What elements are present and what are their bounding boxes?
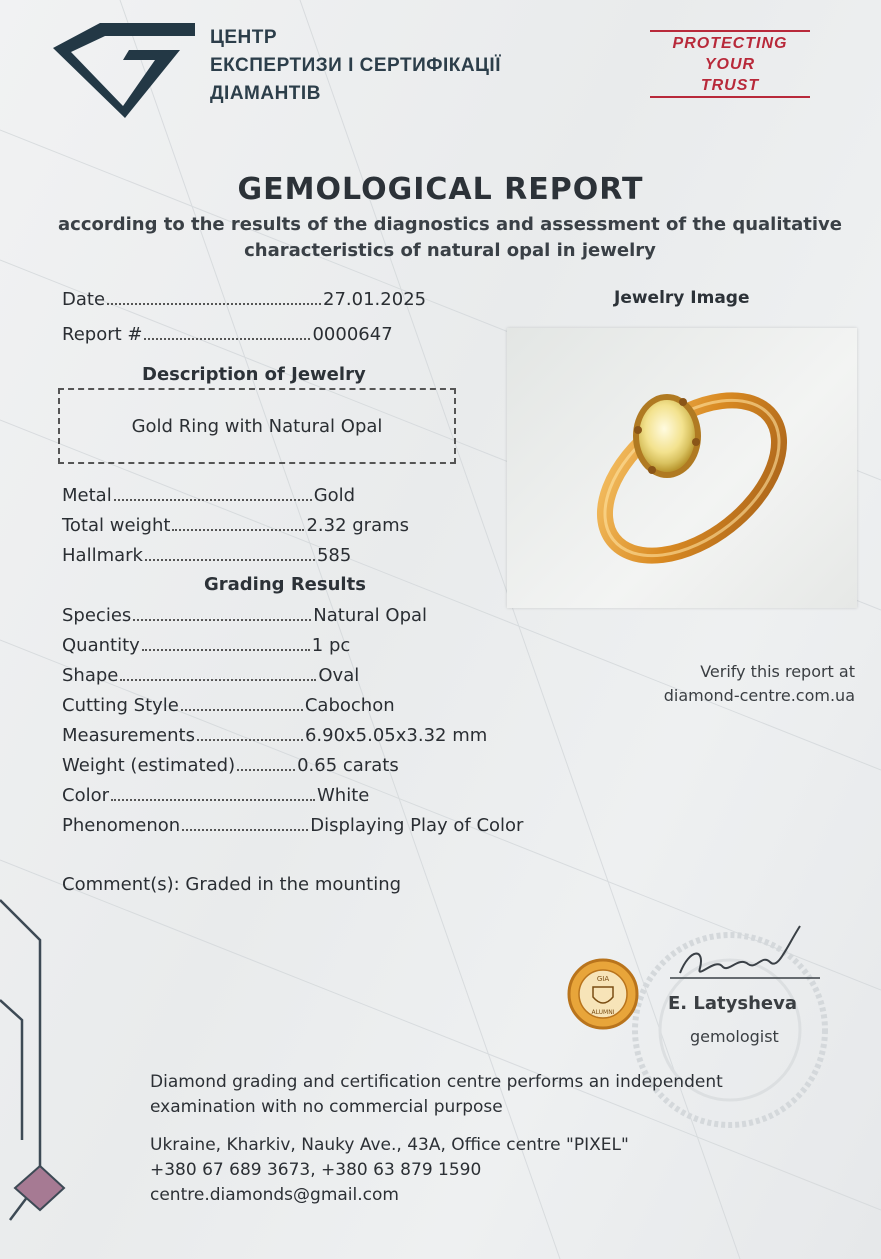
grading-row-color bbox=[62, 785, 369, 806]
leader-dots bbox=[144, 336, 310, 340]
disclaimer-line-1: Diamond grading and certification centre performs an independent bbox=[150, 1072, 723, 1092]
disclaimer-line-2: examination with no commercial purpose bbox=[150, 1097, 503, 1117]
field-row-total-weight bbox=[62, 515, 409, 536]
address: Ukraine, Kharkiv, Nauky Ave., 43A, Office centre "PIXEL" bbox=[150, 1135, 629, 1155]
field-value: Natural Opal bbox=[313, 605, 428, 626]
slogan-line-2: YOUR bbox=[704, 56, 756, 73]
field-value: Cabochon bbox=[304, 695, 395, 716]
field-value: White bbox=[317, 785, 370, 806]
verify-block bbox=[600, 660, 855, 708]
handwritten-signature-icon bbox=[660, 918, 830, 998]
field-label: Species bbox=[62, 605, 132, 626]
leader-dots bbox=[181, 707, 303, 711]
org-line-2: ЕКСПЕРТИЗИ І СЕРТИФІКАЦІЇ bbox=[210, 55, 501, 76]
field-label: Measurements bbox=[62, 725, 195, 746]
jewelry-photo-frame bbox=[507, 328, 857, 608]
disclaimer bbox=[150, 1070, 723, 1120]
date-row bbox=[62, 289, 426, 310]
leader-dots bbox=[133, 617, 311, 621]
leader-dots bbox=[145, 557, 315, 561]
subtitle-line-2: characteristics of natural opal in jewelry bbox=[244, 240, 656, 261]
report-title: GEMOLOGICAL REPORT bbox=[237, 172, 644, 207]
contact-block bbox=[150, 1133, 629, 1208]
grading-row-cutting-style bbox=[62, 695, 395, 716]
date-label: Date bbox=[62, 289, 106, 310]
verify-line-1: Verify this report at bbox=[700, 662, 855, 681]
company-logo-icon bbox=[45, 18, 205, 118]
signer-role: gemologist bbox=[690, 1027, 779, 1046]
field-value: Gold bbox=[313, 485, 356, 506]
field-label: Hallmark bbox=[62, 545, 143, 566]
organization-name bbox=[210, 24, 501, 108]
verify-url[interactable]: diamond-centre.com.ua bbox=[663, 686, 855, 705]
description-heading: Description of Jewelry bbox=[142, 364, 366, 385]
leader-dots bbox=[172, 527, 304, 531]
seal-bottom-text: ALUMNI bbox=[591, 1009, 615, 1016]
grading-row-shape bbox=[62, 665, 359, 686]
field-label: Quantity bbox=[62, 635, 140, 656]
description-text: Gold Ring with Natural Opal bbox=[131, 415, 383, 437]
field-label: Phenomenon bbox=[62, 815, 181, 836]
field-value: Displaying Play of Color bbox=[310, 815, 524, 836]
report-number-value: 0000647 bbox=[312, 324, 393, 345]
slogan bbox=[650, 30, 810, 98]
field-label: Cutting Style bbox=[62, 695, 179, 716]
field-label: Color bbox=[62, 785, 109, 806]
slogan-line-1: PROTECTING bbox=[650, 30, 810, 54]
subtitle-line-1: according to the results of the diagnostics and assessment of the qualitative bbox=[58, 214, 842, 235]
leader-dots bbox=[107, 301, 321, 305]
org-line-1: ЦЕНТР bbox=[210, 27, 278, 48]
field-label: Weight (estimated) bbox=[62, 755, 236, 776]
field-value: 6.90x5.05x3.32 mm bbox=[304, 725, 488, 746]
slogan-line-3: TRUST bbox=[650, 75, 810, 98]
grading-row-species bbox=[62, 605, 427, 626]
jewelry-image-heading: Jewelry Image bbox=[614, 288, 750, 308]
field-label: Shape bbox=[62, 665, 119, 686]
grading-heading: Grading Results bbox=[204, 574, 366, 595]
leader-dots bbox=[114, 497, 312, 501]
grading-row-weight bbox=[62, 755, 399, 776]
date-value: 27.01.2025 bbox=[323, 289, 427, 310]
phone-numbers[interactable]: +380 67 689 3673, +380 63 879 1590 bbox=[150, 1160, 482, 1180]
email[interactable]: centre.diamonds@gmail.com bbox=[150, 1185, 399, 1205]
org-line-3: ДІАМАНТІВ bbox=[210, 83, 321, 104]
seal-top-text: GIA bbox=[596, 975, 610, 983]
leader-dots bbox=[120, 677, 316, 681]
leader-dots bbox=[111, 797, 315, 801]
field-value: Oval bbox=[318, 665, 360, 686]
signer-name: E. Latysheva bbox=[668, 993, 797, 1014]
report-number-label: Report # bbox=[62, 324, 143, 345]
grading-row-quantity bbox=[62, 635, 350, 656]
field-row-hallmark bbox=[62, 545, 351, 566]
description-box bbox=[58, 388, 456, 464]
grading-row-phenomenon bbox=[62, 815, 523, 836]
leader-dots bbox=[182, 827, 308, 831]
report-subtitle bbox=[40, 212, 860, 264]
field-value: 585 bbox=[316, 545, 352, 566]
gia-alumni-seal-icon bbox=[566, 957, 640, 1031]
gold-ring-image bbox=[507, 328, 857, 608]
field-label: Total weight bbox=[62, 515, 171, 536]
leader-dots bbox=[197, 737, 303, 741]
comment: Comment(s): Graded in the mounting bbox=[62, 874, 402, 895]
leader-dots bbox=[142, 647, 310, 651]
field-value: 0.65 carats bbox=[297, 755, 399, 776]
report-number-row bbox=[62, 324, 393, 345]
field-label: Metal bbox=[62, 485, 112, 506]
field-value: 1 pc bbox=[311, 635, 351, 656]
leader-dots bbox=[237, 767, 295, 771]
field-value: 2.32 grams bbox=[306, 515, 410, 536]
field-row-metal bbox=[62, 485, 355, 506]
grading-row-measurements bbox=[62, 725, 487, 746]
